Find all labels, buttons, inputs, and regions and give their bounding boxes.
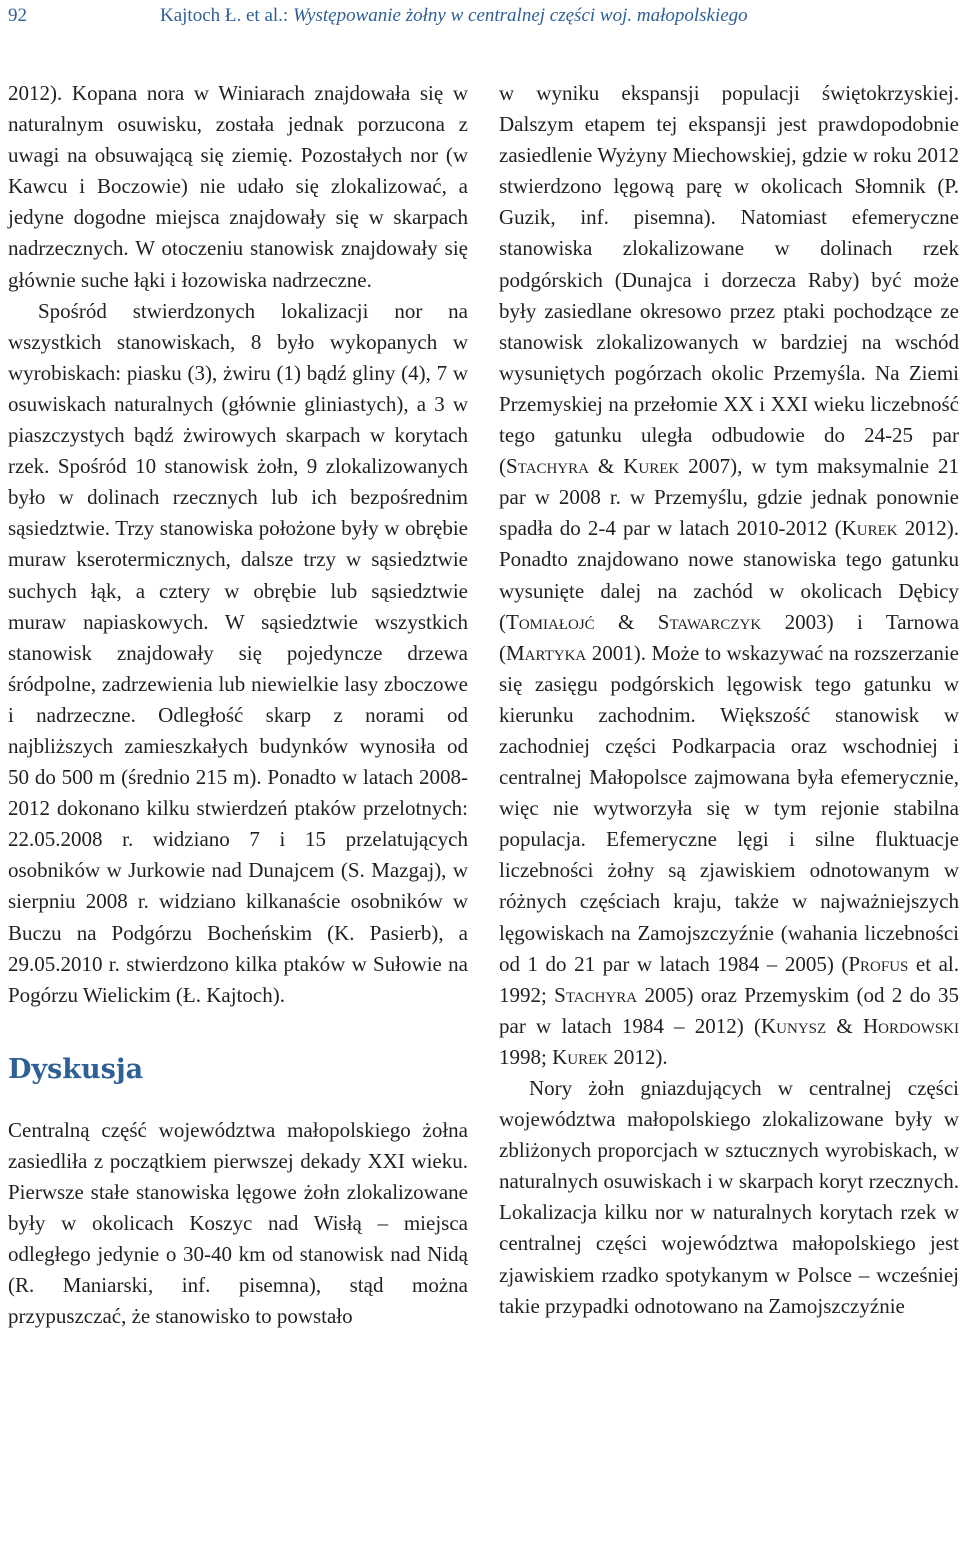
text-run: w wyniku ekspansji populacji świętokrzyskiej. Dalszym etapem tej ekspansji jest prawdopodobnie zasiedlenie Wyżyny Miechowskiej, gdzie w roku 2012 stwierdzono lęgową parę w okolicach Słomnik (P. Guzik, inf. pisemna). Natomiast efemeryczne stanowiska zlokalizowane w dolinach rzek podgórskich (Dunajca i dorzecza Raby) być może były zasiedlane okresowo przez ptaki pochodzące ze stanowisk zlokalizowanych w bardziej na wschód wysuniętych pogórzach okolic Przemyśla. Na Ziemi Przemyskiej na przełomie XX i XXI wieku liczebność tego gatunku uległa odbudowie do 24-25 par (: [499, 81, 959, 479]
citation: Tomiałojć & Stawarczyk: [506, 609, 762, 634]
citation: Kurek: [841, 516, 898, 541]
text-run: 2003) i Tarnowa (: [499, 609, 959, 665]
right-column: [499, 78, 959, 1322]
citation: Martyka: [506, 640, 587, 665]
paragraph: Nory żołn gniazdujących w centralnej części województwa małopolskiego zlokalizowane były w zbliżonych proporcjach w sztucznych wyrobiskach, w naturalnych osuwiskach i w skarpach koryt rzecznych. Lokalizacja kilku nor w naturalnych korytach rzek w centralnej części województwa małopolskiego jest zjawiskiem rzadko spotykanym w Polsce – wcześniej takie przypadki odnotowano na Zamojszczyźnie: [499, 1076, 959, 1318]
text-run: 2005) oraz Przemyskim (od 2 do 35 par w latach 1984 – 2012) (: [499, 982, 959, 1038]
citation: Stachyra & Kurek: [506, 454, 680, 479]
paragraph: Spośród stwierdzonych lokalizacji nor na wszystkich stanowiskach, 8 było wykopanych w wyrobiskach: piasku (3), żwiru (1) bądź gliny (4), 7 w osuwiskach naturalnych (głównie gliniastych), a 3 w piaszczystych bądź żwirowych skarpach w korytach rzek. Spośród 10 stanowisk żołn, 9 zlokalizowanych było w dolinach rzecznych lub ich bezpośrednim sąsiedztwie. Trzy stanowiska położone były w obrębie muraw kserotermicznych, dalsze trzy w sąsiedztwie suchych łąk, a cztery w obrębie lub sąsiedztwie muraw napiaskowych. W sąsiedztwie wszystkich stanowisk znajdowały się pojedyncze drzewa śródpolne, zadrzewienia lub niewielkie lasy zboczowe i nadrzeczne. Odległość skarp z norami od najbliższych zamieszkałych budynków wynosiła od 50 do 500 m (średnio 215 m). Ponadto w latach 2008-2012 dokonano kilku stwierdzeń ptaków przelotnych: 22.05.2008 r. widziano 7 i 15 przelatujących osobników w Jurkowie nad Dunajcem (S. Mazgaj), w sierpniu 2008 r. widziano kilkanaście osobników w Buczu na Podgórzu Bocheńskim (K. Pasierb), a 29.05.2010 r. stwierdzono kilka ptaków w Sułowie na Pogórzu Wielickim (Ł. Kajtoch).: [8, 298, 468, 1007]
text-run: 2012).: [608, 1044, 668, 1069]
citation: Kurek: [552, 1044, 609, 1069]
section-heading: Dyskusja: [8, 1053, 144, 1085]
text-run: 2007), w tym maksymalnie 21 par w 2008 r. w Przemyślu, gdzie jednak ponownie spadła do 2-4 par w latach 2010-2012 (: [499, 454, 959, 541]
citation: Stachyra: [554, 982, 638, 1007]
paragraph: [499, 78, 959, 1073]
running-header: [0, 0, 960, 36]
running-authors: Kajtoch Ł. et al.:: [160, 5, 293, 26]
text-run: ;: [541, 1044, 553, 1069]
page-number: 92: [8, 5, 27, 26]
left-column: [8, 78, 468, 1332]
running-article-title: Występowanie żołny w centralnej części woj. małopolskiego: [292, 5, 748, 26]
citation: Profus: [848, 951, 909, 976]
text-run: 2001). Może to wskazywać na rozszerzanie się zasięgu podgórskich lęgowisk tego gatunku w kierunku zachodnim. Większość stanowisk w zachodniej części Podkarpacia oraz wschodniej i centralnej Małopolsce zajmowana była efemerycznie, więc nie wytworzyła się w tym rejonie stabilna populacja. Efemeryczne lęgi i silne fluktuacje liczebności żołny są zjawiskiem odnotowanym w różnych częściach kraju, także w najważniejszych lęgowiskach na Zamojszczyźnie (wahania liczebności od 1 do 21 par w latach 1984 – 2005) (: [499, 640, 959, 976]
text-run: 2012). Ponadto znajdowano nowe stanowiska tego gatunku wysunięte dalej na zachód w okolicach Dębicy (: [499, 516, 959, 634]
paragraph: Centralną część województwa małopolskiego żołna zasiedliła z początkiem pierwszej dekady XXI wieku. Pierwsze stałe stanowiska lęgowe żołn zlokalizowane były w okolicach Koszyc nad Wisłą – miejsca odległego jedynie o 30-40 km od stanowisk nad Nidą (R. Maniarski, inf. pisemna), stąd można przypuszczać, że stanowisko to powstało: [8, 1117, 468, 1329]
citation: Kunysz & Hordowski 1998: [499, 1013, 959, 1069]
paragraph: 2012). Kopana nora w Winiarach znajdowała się w naturalnym osuwisku, została jednak porzucona z uwagi na obsuwającą się ziemię. Pozostałych nor (w Kawcu i Boczowie) nie udało się zlokalizować, a jedyne dogodne miejsca znajdowały się w skarpach nadrzecznych. W otoczeniu stanowisk znajdowały się głównie suche łąki i łozowiska nadrzeczne.: [8, 81, 468, 292]
text-run: et al. 1992;: [499, 951, 959, 1007]
running-title: [160, 5, 748, 27]
